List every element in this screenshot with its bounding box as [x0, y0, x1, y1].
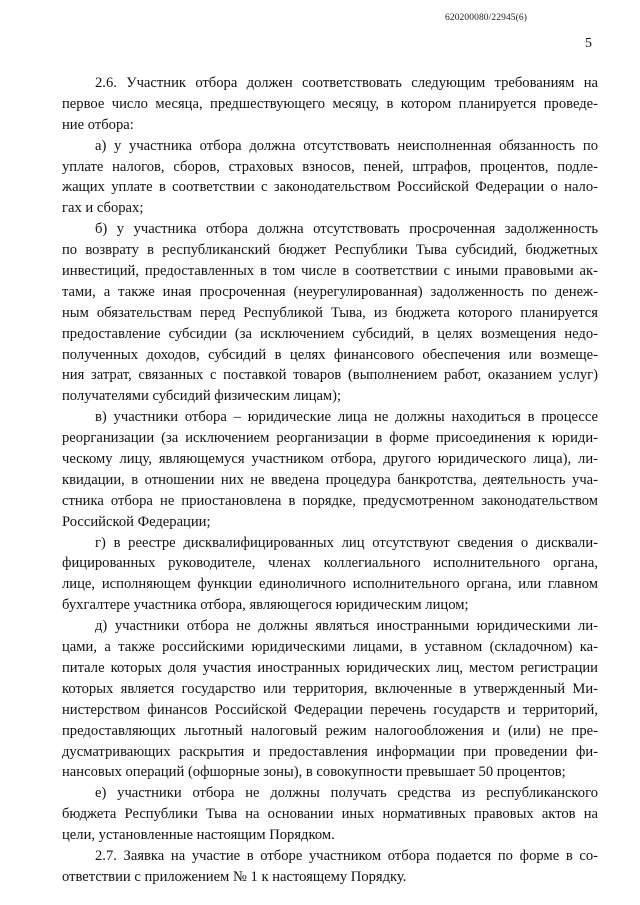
paragraph-line: жащих уплате в соответствии с законодательством Российской Федерации о нало-	[62, 179, 598, 196]
paragraph-item-e	[62, 783, 598, 846]
paragraph-line: в) участники отбора – юридические лица не должны находиться в процессе	[95, 409, 598, 426]
paragraph-line: ным обязательствам перед Республикой Тыва, из бюджета которого планируется	[62, 304, 598, 321]
paragraph-line: полученных доходов, субсидий в целях финансового обеспечения или возмеще-	[62, 346, 598, 363]
paragraph-p-2-6	[62, 73, 598, 136]
paragraph-line: ческому лицу, являющемуся участником отбора, другого юридического лица), ли-	[62, 451, 598, 468]
paragraph-line: цели, установленные настоящим Порядком.	[62, 827, 335, 844]
paragraph-line: первое число месяца, предшествующего месяцу, в котором планируется проведе-	[62, 95, 598, 112]
paragraph-line: нансовых операций (офшорные зоны), в совокупности превышает 50 процентов;	[62, 764, 566, 781]
paragraph-line: реорганизации (за исключением реорганизации в форме присоединения к юриди-	[62, 430, 598, 447]
paragraph-item-a	[62, 136, 598, 220]
document-code: 620200080/22945(6)	[445, 13, 528, 23]
paragraph-item-b	[62, 219, 598, 407]
paragraph-item-d	[62, 616, 598, 783]
paragraph-line: тами, а также иная просроченная (неурегулированная) задолженность по денеж-	[62, 283, 598, 300]
paragraph-line: предоставляющих льготный налоговый режим налогообложения и (или) не пре-	[62, 722, 598, 739]
paragraph-line: инвестиций, предоставленных в том числе в соответствии с иными правовыми ак-	[62, 263, 598, 280]
document-body	[62, 73, 598, 888]
paragraph-line: бюджета Республики Тыва на основании иных нормативных правовых актов на	[62, 806, 598, 823]
paragraph-line: е) участники отбора не должны получать средства из республиканского	[95, 785, 598, 802]
paragraph-line: ответствии с приложением № 1 к настоящему Порядку.	[62, 868, 407, 885]
paragraph-line: лице, исполняющем функции единоличного исполнительного органа, или главном	[62, 576, 598, 593]
paragraph-line: фицированных руководителе, членах коллегиального исполнительного органа,	[62, 555, 598, 572]
paragraph-line: д) участники отбора не должны являться иностранными юридическими ли-	[95, 618, 598, 635]
paragraph-line: б) у участника отбора должна отсутствовать просроченная задолженность	[95, 221, 598, 238]
paragraph-line: по возврату в республиканский бюджет Республики Тыва субсидий, бюджетных	[62, 242, 598, 259]
paragraph-line: уплате налогов, сборов, страховых взносов, пеней, штрафов, процентов, подле-	[62, 158, 598, 175]
paragraph-line: Российской Федерации;	[62, 513, 211, 530]
paragraph-item-v	[62, 407, 598, 532]
paragraph-line: ние отбора:	[62, 116, 134, 133]
paragraph-line: ния затрат, связанных с поставкой товаров (выполнением работ, оказанием услуг)	[62, 367, 598, 384]
paragraph-line: г) в реестре дисквалифицированных лиц отсутствуют сведения о дисквали-	[95, 534, 598, 551]
paragraph-line: которых является государство или территория, включенные в утвержденный Ми-	[62, 680, 598, 697]
paragraph-line: 2.7. Заявка на участие в отборе участником отбора подается по форме в со-	[95, 847, 598, 864]
paragraph-item-g	[62, 533, 598, 617]
page-number: 5	[585, 36, 592, 51]
paragraph-line: квидации, в отношении них не введена процедура банкротства, деятельность уча-	[62, 471, 598, 488]
paragraph-line: питале которых доля участия иностранных юридических лиц, местом регистрации	[62, 659, 598, 676]
paragraph-line: 2.6. Участник отбора должен соответствовать следующим требованиям на	[95, 75, 598, 91]
paragraph-p-2-7	[62, 846, 598, 888]
paragraph-line: гах и сборах;	[62, 200, 144, 217]
paragraph-line: стника отбора не приостановлена в порядке, предусмотренном законодательством	[62, 492, 598, 509]
paragraph-line: дусматривающих раскрытия и предоставления информации при проведении фи-	[62, 743, 598, 760]
paragraph-line: предоставление субсидии (за исключением субсидий, в целях возмещения недо-	[62, 325, 598, 342]
paragraph-line: а) у участника отбора должна отсутствовать неисполненная обязанность по	[95, 137, 598, 154]
paragraph-line: нистерством финансов Российской Федерации перечень государств и территорий,	[62, 701, 598, 718]
paragraph-line: бухгалтере участника отбора, являющегося юридическим лицом;	[62, 597, 469, 614]
paragraph-line: цами, а также российскими юридическими лицами, в уставном (складочном) ка-	[62, 639, 598, 656]
paragraph-line: получателями субсидий физическим лицам);	[62, 388, 342, 405]
